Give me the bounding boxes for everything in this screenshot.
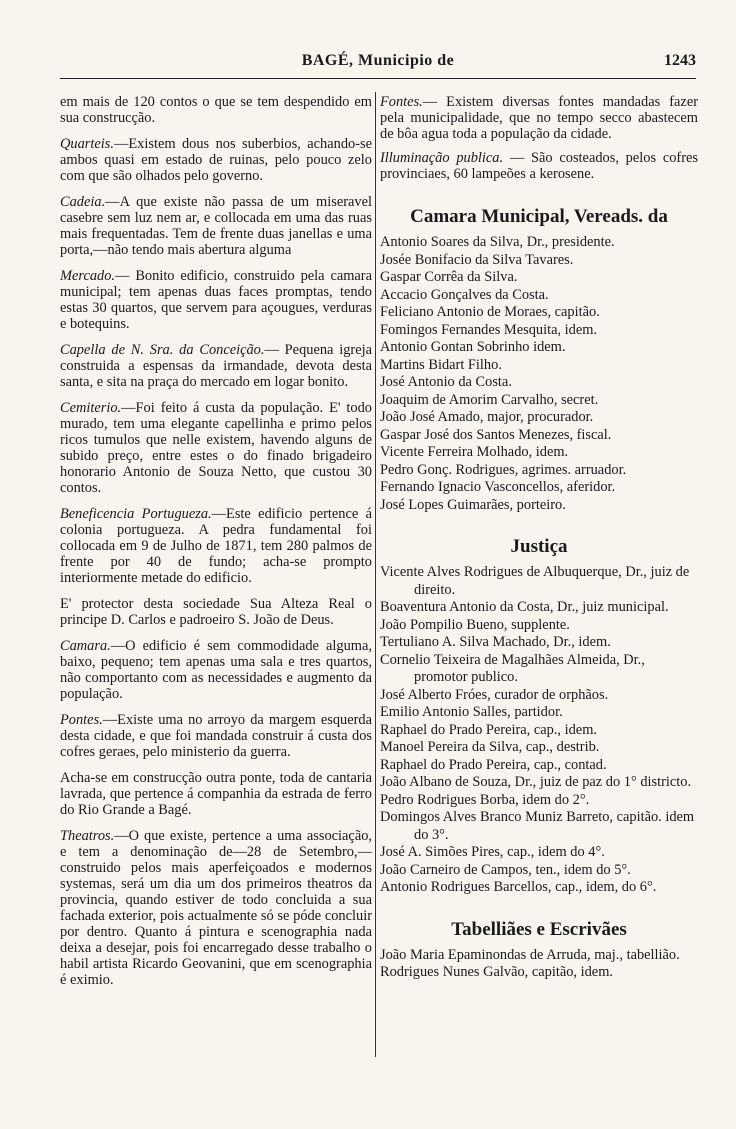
- paragraph-text: — Pequena igreja construida a espensas da irmandade, devota desta santa, e sita na praça do mercado em logar bonito.: [60, 342, 372, 390]
- left-paragraph: [60, 770, 372, 818]
- directory-entry: Raphael do Prado Pereira, cap., idem.: [380, 721, 597, 738]
- directory-entry: Vicente Alves Rodrigues de Albuquerque, Dr., juiz de direito.: [380, 564, 690, 598]
- section: [380, 919, 698, 982]
- section-title: Camara Municipal, Vereads. da: [410, 206, 668, 227]
- page-number: 1243: [664, 52, 696, 69]
- section: [380, 536, 698, 897]
- directory-entry: José Lopes Guimarães, porteiro.: [380, 496, 566, 513]
- directory-entry: Martins Bidart Filho.: [380, 356, 502, 373]
- directory-entry: Joaquim de Amorim Carvalho, secret.: [380, 391, 599, 408]
- directory-entry: Rodrigues Nunes Galvão, capitão, idem.: [380, 964, 613, 980]
- directory-entry: Cornelio Teixeira de Magalhães Almeida, Dr., promotor publico.: [380, 651, 645, 685]
- paragraph-lead: Cemiterio.: [60, 400, 122, 416]
- paragraph-lead: Beneficencia Portugueza.: [60, 506, 212, 522]
- directory-entry: José A. Simões Pires, cap., idem do 4°.: [380, 844, 605, 860]
- left-paragraph: [60, 268, 372, 332]
- paragraph-text: —Existe uma no arroyo da margem esquerda desta cidade, e que foi mandada construir á custa dos cofres geraes, pelo ministerio da guerra.: [60, 712, 372, 760]
- paragraph-text: —Este edificio pertence á colonia portugueza. A pedra fundamental foi collocada em 9 de Julho de 1871, tem 280 palmos de frente por 40 de fundo; acha-se prompto interiormente metade do edificio.: [60, 506, 373, 586]
- right-intro-paragraph: [380, 150, 698, 182]
- directory-entry: João Albano de Souza, Dr., juiz de paz do 1° districto.: [380, 774, 692, 790]
- directory-entry: Boaventura Antonio da Costa, Dr., juiz municipal.: [380, 599, 669, 615]
- paragraph-text: — Existem diversas fontes mandadas fazer pela municipalidade, que no tempo secco abastecem de bôa agua toda a população da cidade.: [380, 94, 698, 142]
- directory-entry: Raphael do Prado Pereira, cap., contad.: [380, 756, 607, 773]
- paragraph-lead: Fontes.: [380, 94, 423, 110]
- left-paragraph: [60, 596, 372, 628]
- right-intro-paragraph: [380, 94, 698, 142]
- page-header: [60, 48, 696, 79]
- paragraph-lead: Pontes.: [60, 712, 103, 728]
- directory-entry: João Carneiro de Campos, ten., idem do 5°.: [380, 861, 631, 878]
- left-paragraph: [60, 342, 372, 390]
- column-divider: [375, 92, 376, 1057]
- paragraph-text: —Foi feito á custa da população. E' todo murado, tem uma elegante capellinha e primo pelos ricos tumulos que nelle existem, havendo alguns de subido preço, entre estes o do finado brigadeiro honorario Antonio de Souza Netto, que custou 30 contos.: [60, 400, 372, 496]
- directory-entry: Feliciano Antonio de Moraes, capitão.: [380, 304, 600, 320]
- paragraph-text: —A que existe não passa de um miseravel casebre sem luz nem ar, e collocada em uma das ruas mais frequentadas. Tem de frente duas janellas e uma porta,—não tendo mais abertura alguma: [60, 194, 372, 258]
- left-paragraph: [60, 136, 372, 184]
- paragraph-text: —O edificio é sem commodidade alguma, baixo, pequeno; tem apenas uma sala e tres quartos, não comportanto com as necessidades e augmento da população.: [60, 638, 372, 702]
- paragraph-lead: Capella de N. Sra. da Conceição.: [60, 342, 265, 358]
- section-title: Tabelliães e Escrivães: [451, 918, 627, 940]
- paragraph-text: —Existem dous nos suberbios, achando-se ambos quasi em estado de ruinas, pelo pouco zelo com que são olhados pelo governo.: [60, 136, 372, 184]
- right-column: [380, 94, 698, 982]
- paragraph-text: —O que existe, pertence a uma associação, e tem a denominação de—28 de Setembro,—construido pelos mais aperfeiçoados e modernos systemas, será um dia um dos primeiros theatros da provincia, quando estiver de todo concluida a sua fachada exterior, pois actualmente só se póde concluir por dentro. Quanto á pintura e scenographia nada deixa a desejar, pois foi encarregado desse trabalho o habil artista Ricardo Geovanini, que em scenographia é eximio.: [60, 828, 372, 988]
- directory-entry: Vicente Ferreira Molhado, idem.: [380, 444, 569, 460]
- directory-entry: Antonio Soares da Silva, Dr., presidente.: [380, 234, 615, 250]
- paragraph-lead: Quarteis.: [60, 136, 114, 152]
- directory-entry: Antonio Gontan Sobrinho idem.: [380, 339, 566, 355]
- right-intro: [380, 94, 698, 182]
- paragraph-text: — São costeados, pelos cofres provinciaes, 60 lampeões a kerosene.: [380, 150, 698, 182]
- paragraph-lead: Illuminação publica.: [380, 150, 504, 166]
- paragraph-lead: Mercado.: [60, 268, 116, 284]
- section-title: Justiça: [510, 536, 568, 557]
- left-paragraph: [60, 828, 372, 988]
- left-paragraph: [60, 400, 372, 496]
- left-column: [60, 94, 372, 998]
- directory-entry: João Pompilio Bueno, supplente.: [380, 616, 570, 633]
- paragraph-text: em mais de 120 contos o que se tem despendido em sua construcção.: [60, 94, 372, 126]
- paragraph-text: — Bonito edificio, construido pela camara municipal; tem apenas duas faces promptas, tendo estas 30 quartos, que servem para açougues, verduras e botequins.: [60, 268, 372, 332]
- directory-entry: Gaspar Corrêa da Silva.: [380, 269, 518, 285]
- paragraph-lead: Cadeia.: [60, 194, 106, 210]
- directory-entry: Antonio Rodrigues Barcellos, cap., idem, do 6°.: [380, 879, 657, 895]
- directory-entry: João José Amado, major, procurador.: [380, 409, 594, 425]
- left-paragraph: [60, 506, 372, 586]
- left-paragraph: [60, 638, 372, 702]
- directory-entry: Domingos Alves Branco Muniz Barreto, capitão. idem do 3°.: [380, 809, 695, 843]
- left-paragraph: [60, 712, 372, 760]
- directory-entry: Manoel Pereira da Silva, cap., destrib.: [380, 739, 600, 755]
- directory-entry: Gaspar José dos Santos Menezes, fiscal.: [380, 426, 612, 443]
- paragraph-text: E' protector desta sociedade Sua Alteza Real o principe D. Carlos e padroeiro S. João de Deus.: [60, 596, 372, 628]
- section: [380, 206, 698, 514]
- running-title: BAGÉ, Municipio de: [301, 52, 455, 69]
- left-paragraph: [60, 194, 372, 258]
- directory-entry: Emilio Antonio Salles, partidor.: [380, 704, 563, 720]
- directory-entry: Josée Bonifacio da Silva Tavares.: [380, 251, 574, 268]
- directory-entry: Fernando Ignacio Vasconcellos, aferidor.: [380, 479, 616, 495]
- directory-entry: Pedro Rodrigues Borba, idem do 2°.: [380, 791, 590, 808]
- directory-entry: José Antonio da Costa.: [380, 374, 512, 390]
- directory-entry: João Maria Epaminondas de Arruda, maj., tabellião.: [380, 946, 680, 963]
- paragraph-lead: Theatros.: [60, 828, 115, 844]
- paragraph-lead: Camara.: [60, 638, 111, 654]
- paragraph-text: Acha-se em construcção outra ponte, toda de cantaria lavrada, que pertence á companhia da estrada de ferro do Rio Grande a Bagé.: [60, 770, 372, 818]
- left-paragraph: [60, 94, 372, 126]
- directory-entry: Fomingos Fernandes Mesquita, idem.: [380, 321, 598, 338]
- directory-entry: Pedro Gonç. Rodrigues, agrimes. arruador.: [380, 461, 627, 478]
- directory-entry: José Alberto Fróes, curador de orphãos.: [380, 686, 609, 703]
- directory-sections: [380, 206, 698, 982]
- directory-entry: Accacio Gonçalves da Costa.: [380, 286, 549, 303]
- directory-entry: Tertuliano A. Silva Machado, Dr., idem.: [380, 634, 611, 650]
